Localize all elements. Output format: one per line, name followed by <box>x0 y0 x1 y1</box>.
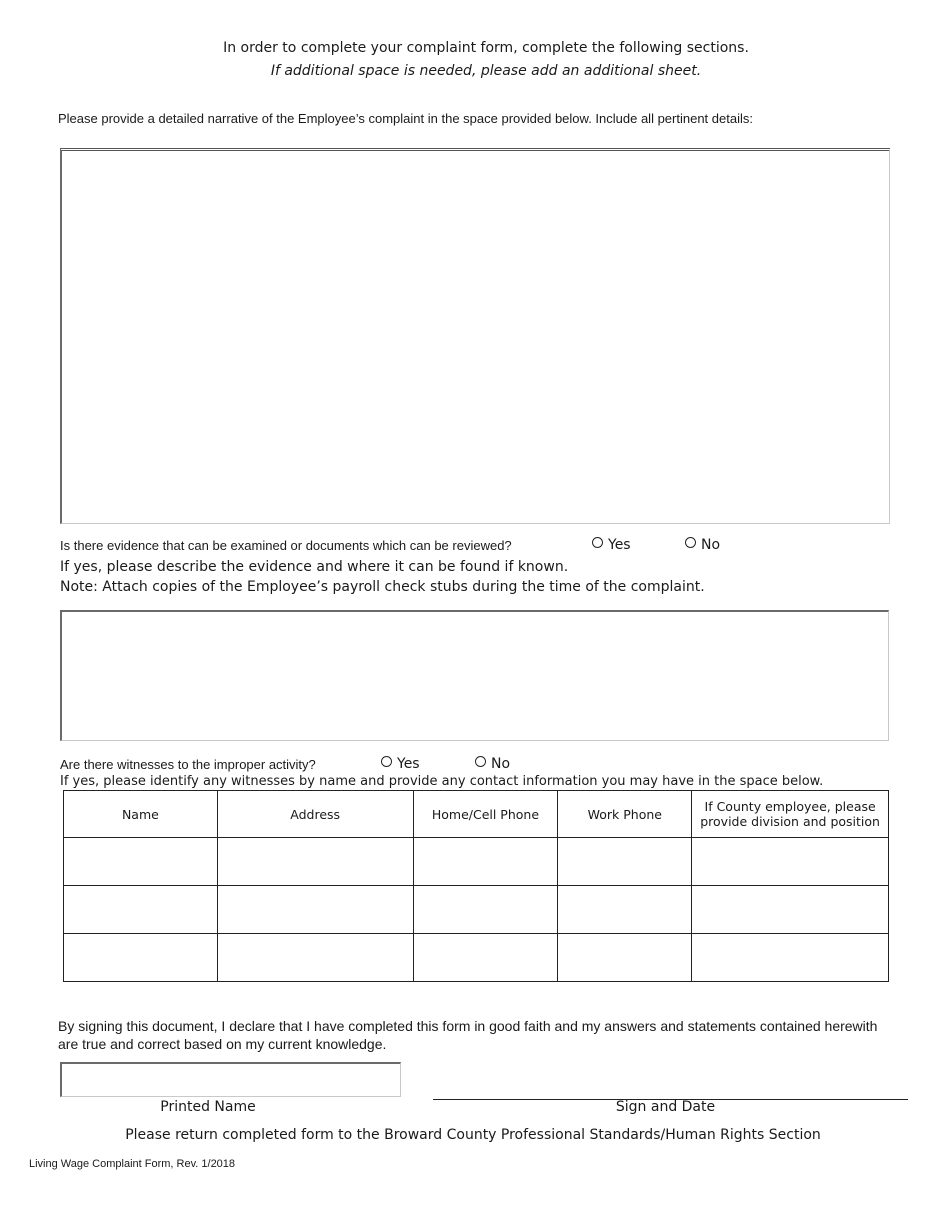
radio-icon[interactable] <box>475 756 486 767</box>
radio-icon[interactable] <box>685 537 696 548</box>
column-header-home-cell-phone: Home/Cell Phone <box>413 791 558 838</box>
additional-space-note: If additional space is needed, please add an additional sheet. <box>270 63 702 79</box>
radio-icon[interactable] <box>381 756 392 767</box>
witness-name-cell[interactable] <box>64 886 218 934</box>
column-header-address: Address <box>217 791 413 838</box>
sign-and-date-label: Sign and Date <box>615 1099 716 1115</box>
witness-home-phone-cell[interactable] <box>413 934 558 982</box>
witness-work-phone-cell[interactable] <box>558 886 692 934</box>
evidence-textarea[interactable] <box>60 610 889 741</box>
witness-home-phone-cell[interactable] <box>413 886 558 934</box>
witness-yes-option[interactable] <box>381 756 420 772</box>
witness-no-label: No <box>491 756 511 772</box>
printed-name-field[interactable] <box>60 1062 401 1097</box>
witness-home-phone-cell[interactable] <box>413 838 558 886</box>
evidence-question: Is there evidence that can be examined or documents which can be reviewed? <box>60 538 512 553</box>
witness-table <box>63 790 889 982</box>
column-header-work-phone: Work Phone <box>558 791 692 838</box>
printed-name-label: Printed Name <box>160 1099 256 1115</box>
witness-yes-label: Yes <box>397 756 420 772</box>
payroll-attach-note: Note: Attach copies of the Employee’s payroll check stubs during the time of the complaint. <box>60 579 705 595</box>
witness-division-cell[interactable] <box>692 934 889 982</box>
column-header-county-division-position: If County employee, please provide division and position <box>692 791 889 838</box>
witness-table-header <box>64 791 889 838</box>
return-instruction: Please return completed form to the Broward County Professional Standards/Human Rights Section <box>125 1127 821 1143</box>
witness-work-phone-cell[interactable] <box>558 934 692 982</box>
radio-icon[interactable] <box>592 537 603 548</box>
form-revision-id: Living Wage Complaint Form, Rev. 1/2018 <box>29 1158 236 1170</box>
witness-name-cell[interactable] <box>64 934 218 982</box>
witness-division-cell[interactable] <box>692 838 889 886</box>
witness-work-phone-cell[interactable] <box>558 838 692 886</box>
evidence-describe-instruction: If yes, please describe the evidence and where it can be found if known. <box>60 559 569 575</box>
witness-division-cell[interactable] <box>692 886 889 934</box>
evidence-yes-label: Yes <box>608 537 631 553</box>
table-row <box>64 838 889 886</box>
witness-address-cell[interactable] <box>217 886 413 934</box>
evidence-no-label: No <box>701 537 721 553</box>
table-row <box>64 886 889 934</box>
narrative-textarea[interactable] <box>60 148 890 524</box>
witness-question: Are there witnesses to the improper activity? <box>60 757 316 772</box>
column-header-name: Name <box>64 791 218 838</box>
witness-address-cell[interactable] <box>217 838 413 886</box>
form-instruction: In order to complete your complaint form, complete the following sections. <box>223 40 749 56</box>
evidence-no-option[interactable] <box>685 537 720 553</box>
witness-identify-instruction: If yes, please identify any witnesses by name and provide any contact information you may have in the space below. <box>60 774 824 789</box>
declaration-text: By signing this document, I declare that I have completed this form in good faith and my answers and statements contained herewith are true and correct based on my current knowledge. <box>58 1018 878 1052</box>
witness-address-cell[interactable] <box>217 934 413 982</box>
table-row <box>64 934 889 982</box>
witness-name-cell[interactable] <box>64 838 218 886</box>
evidence-yes-option[interactable] <box>592 537 631 553</box>
witness-no-option[interactable] <box>475 756 510 772</box>
narrative-prompt: Please provide a detailed narrative of the Employee’s complaint in the space provided below. Include all pertinent details: <box>58 111 753 126</box>
